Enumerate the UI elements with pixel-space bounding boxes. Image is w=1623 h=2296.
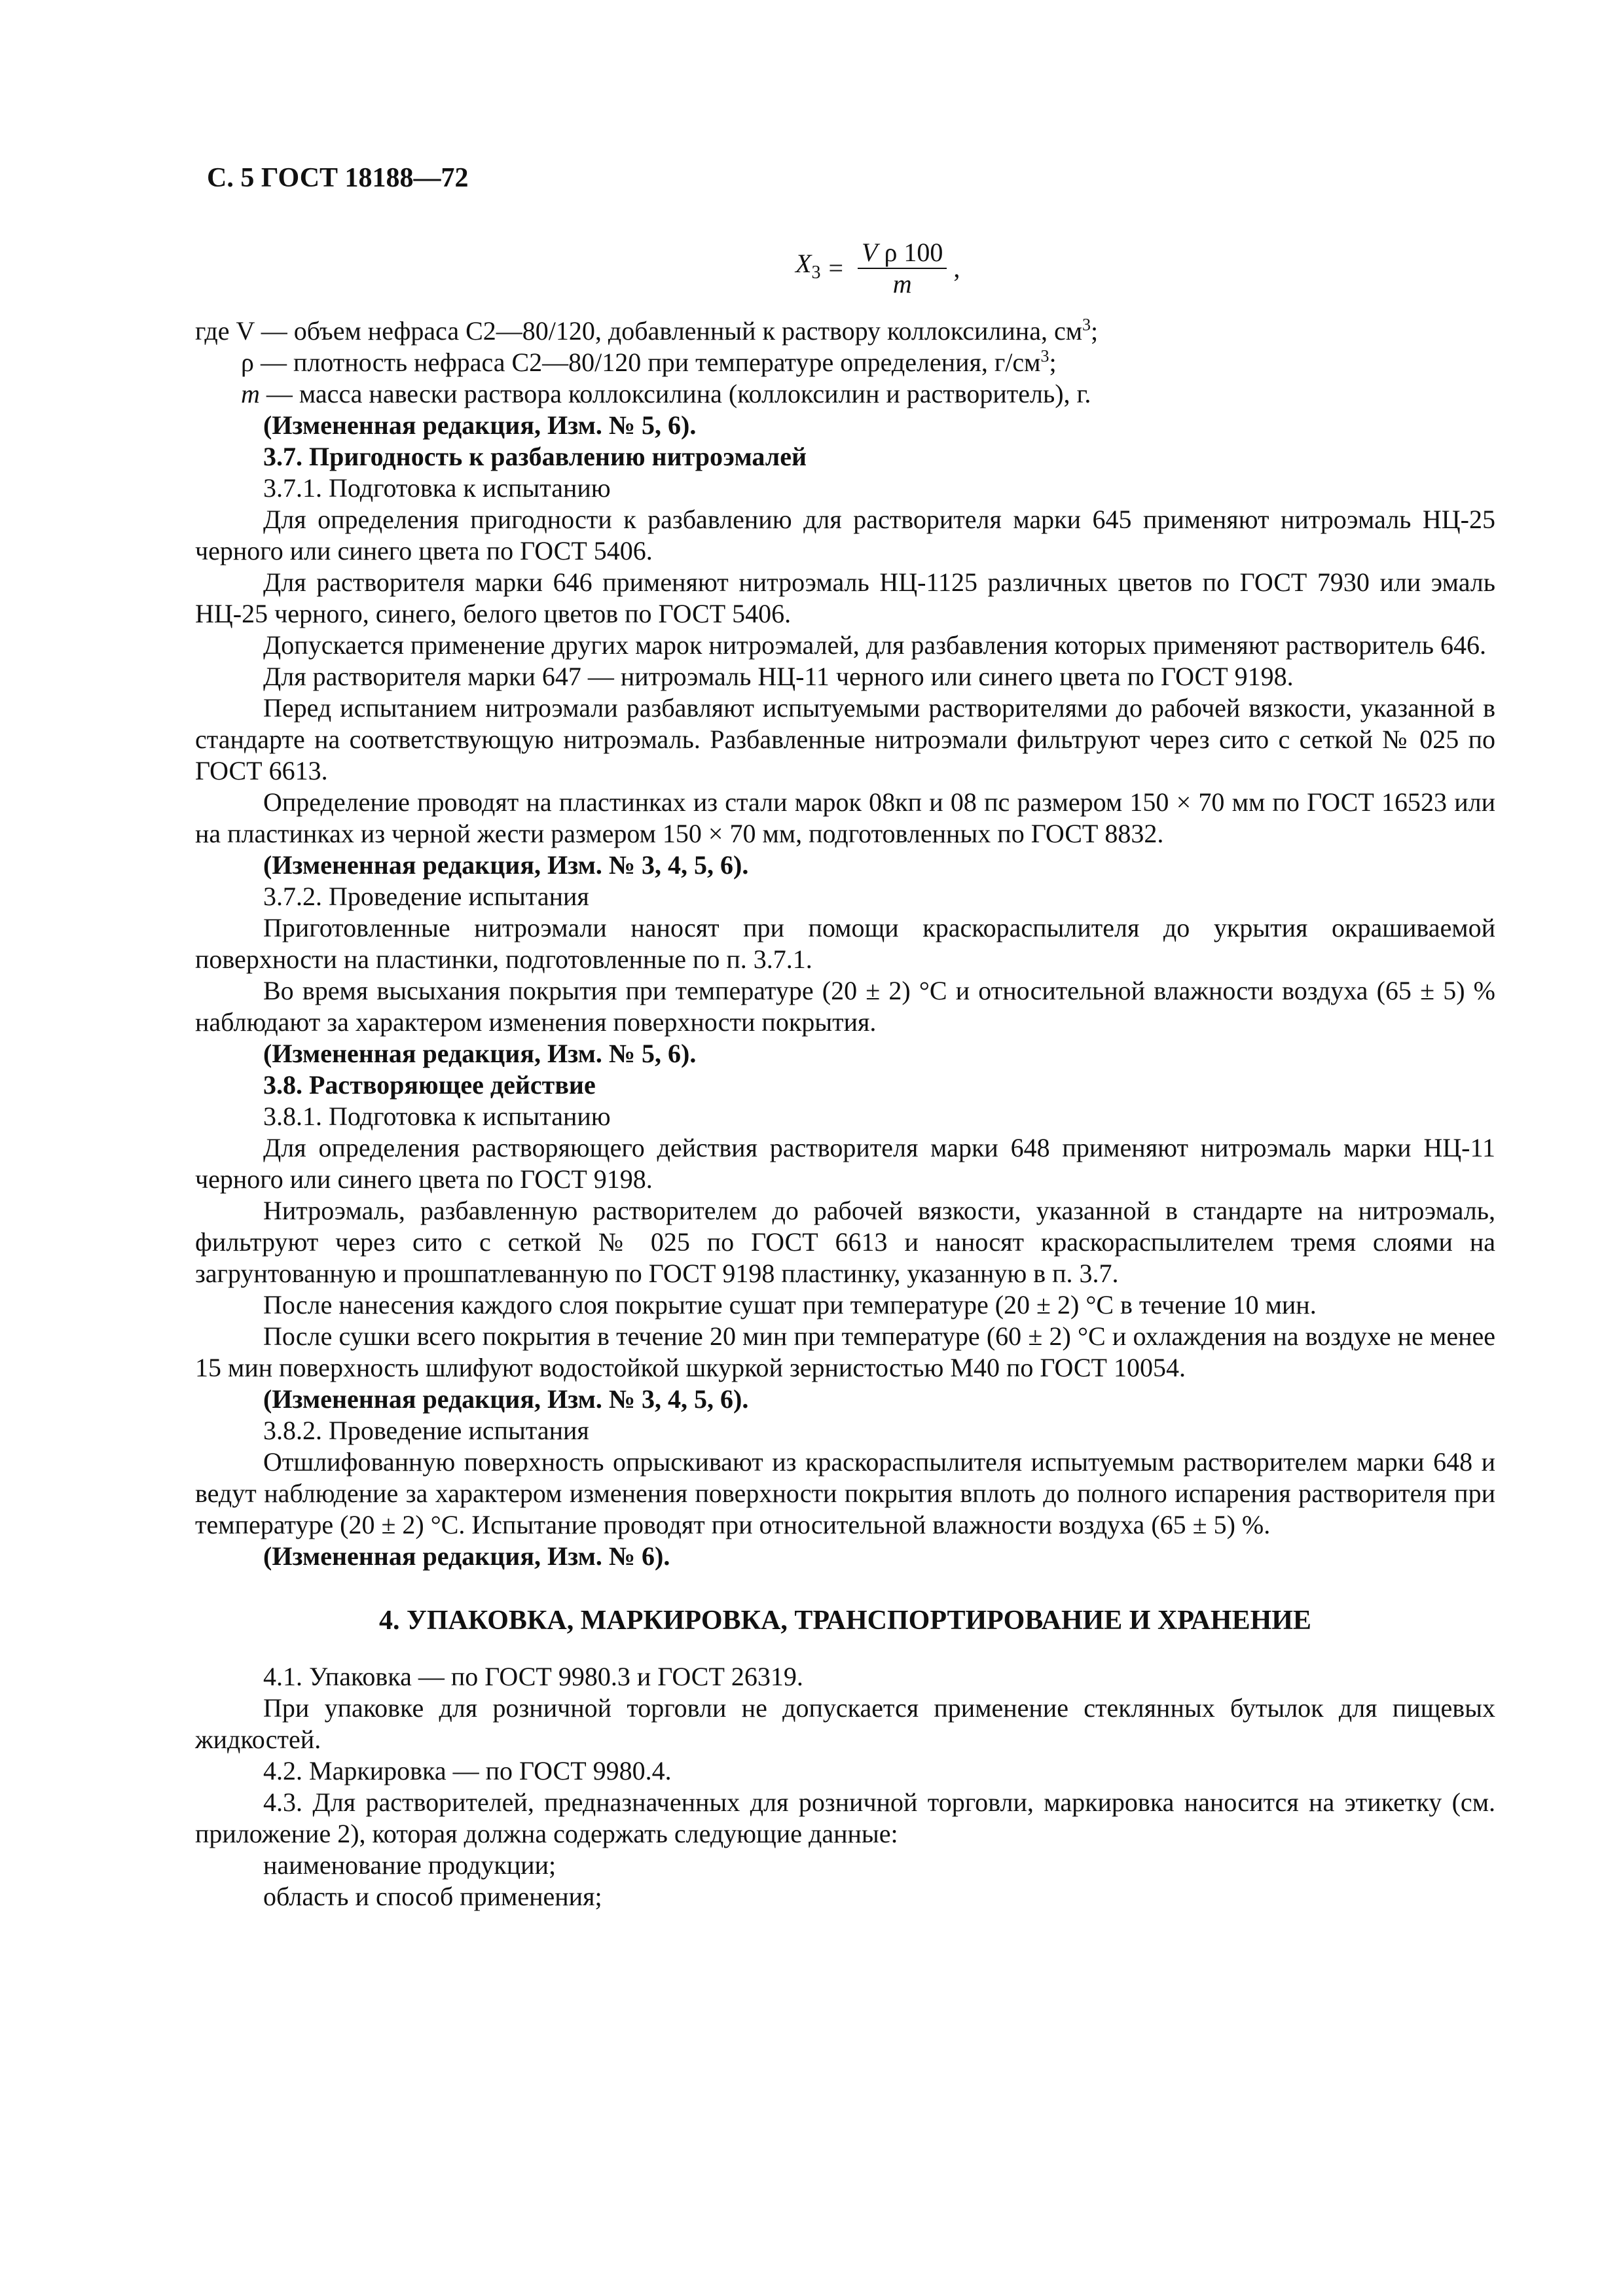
paragraph: Отшлифованную поверхность опрыскивают из краскораспылителя испытуемым растворителем марки 648 и ведут наблюдение за характером изменения поверхности покрытия вплоть до полного испарения растворителя при температуре (20 ± 2) °С. Испытание проводят при относительной влажности воздуха (65 ± 5) %. bbox=[195, 1447, 1495, 1539]
paragraph: После сушки всего покрытия в течение 20 мин при температуре (60 ± 2) °С и охлаждения на воздухе не менее 15 мин поверхность шлифуют водостойкой шкуркой зернистостью М40 по ГОСТ 10054. bbox=[195, 1321, 1495, 1382]
amendment-note: (Измененная редакция, Изм. № 3, 4, 5, 6). bbox=[263, 1384, 749, 1414]
formula-equals: = bbox=[828, 253, 843, 283]
subclause-heading: 3.7.1. Подготовка к испытанию bbox=[263, 473, 611, 503]
paragraph: Определение проводят на пластинках из стали марок 08кп и 08 пс размером 150 × 70 мм по ГОСТ 16523 или на пластинках из черной жести размером 150 × 70 мм, подготовленных по ГОСТ 8832. bbox=[195, 787, 1495, 848]
amendment-note: (Измененная редакция, Изм. № 5, 6). bbox=[263, 1039, 697, 1068]
paragraph: 4.2. Маркировка — по ГОСТ 9980.4. bbox=[263, 1756, 672, 1785]
formula-tail: , bbox=[953, 253, 960, 283]
paragraph: При упаковке для розничной торговли не допускается применение стеклянных бутылок для пищевых жидкостей. bbox=[195, 1693, 1495, 1754]
formula-fraction bbox=[858, 238, 947, 299]
formula-x3 bbox=[795, 236, 960, 301]
paragraph: Для растворителя марки 647 — нитроэмаль НЦ-11 черного или синего цвета по ГОСТ 9198. bbox=[263, 662, 1294, 691]
amendment-note: (Измененная редакция, Изм. № 6). bbox=[263, 1541, 670, 1571]
definition-rho: ρ — плотность нефраса С2—80/120 при температуре определения, $г/см^3$; bbox=[241, 346, 1057, 377]
paragraph: Для определения пригодности к разбавлению для растворителя марки 645 применяют нитроэмаль НЦ-25 черного или синего цвета по ГОСТ 5406. bbox=[195, 505, 1495, 565]
section-4-title: 4. УПАКОВКА, МАРКИРОВКА, ТРАНСПОРТИРОВАНИЕ И ХРАНЕНИЕ bbox=[379, 1605, 1311, 1636]
paragraph: Приготовленные нитроэмали наносят при помощи краскораспылителя до укрытия окрашиваемой поверхности на пластинки, подготовленные по п. 3.7.1. bbox=[195, 913, 1495, 974]
formula-lhs: $X_3$ bbox=[795, 249, 821, 283]
paragraph: Для растворителя марки 646 применяют нитроэмаль НЦ-1125 различных цветов по ГОСТ 7930 или эмаль НЦ-25 черного, синего, белого цветов по ГОСТ 5406. bbox=[195, 567, 1495, 628]
paragraph: Для определения растворяющего действия растворителя марки 648 применяют нитроэмаль марки НЦ-11 черного или синего цвета по ГОСТ 9198. bbox=[195, 1133, 1495, 1194]
paragraph: 4.3. Для растворителей, предназначенных для розничной торговли, маркировка наносится на этикетку (см. приложение 2), которая должна содержать следующие данные: bbox=[195, 1787, 1495, 1848]
page-header: С. 5 ГОСТ 18188—72 bbox=[207, 163, 469, 193]
formula-numerator: V ρ 100 bbox=[858, 238, 947, 269]
amendment-note: (Измененная редакция, Изм. № 3, 4, 5, 6). bbox=[263, 850, 749, 880]
paragraph: Во время высыхания покрытия при температуре (20 ± 2) °С и относительной влажности воздуха (65 ± 5) % наблюдают за характером изменения поверхности покрытия. bbox=[195, 976, 1495, 1037]
subclause-heading: 3.8.2. Проведение испытания bbox=[263, 1416, 589, 1445]
clause-heading: 3.8. Растворяющее действие bbox=[263, 1070, 596, 1100]
amendment-note: (Измененная редакция, Изм. № 5, 6). bbox=[263, 410, 697, 440]
paragraph: Нитроэмаль, разбавленную растворителем до рабочей вязкости, указанной в стандарте на нитроэмаль, фильтруют через сито с сеткой № 025 по ГОСТ 6613 и наносят краскораспылителем тремя слоями на загрунтованную и прошпатлеванную по ГОСТ 9198 пластинку, указанную в п. 3.7. bbox=[195, 1196, 1495, 1288]
paragraph: Допускается применение других марок нитроэмалей, для разбавления которых применяют растворитель 646. bbox=[263, 630, 1487, 660]
clause-heading: 3.7. Пригодность к разбавлению нитроэмалей bbox=[263, 442, 807, 471]
list-item: наименование продукции; bbox=[263, 1850, 556, 1880]
subclause-heading: 3.8.1. Подготовка к испытанию bbox=[263, 1102, 611, 1131]
formula-denominator: m bbox=[892, 269, 912, 298]
paragraph: 4.1. Упаковка — по ГОСТ 9980.3 и ГОСТ 26319. bbox=[263, 1662, 803, 1691]
subclause-heading: 3.7.2. Проведение испытания bbox=[263, 882, 589, 911]
paragraph: После нанесения каждого слоя покрытие сушат при температуре (20 ± 2) °С в течение 10 мин. bbox=[263, 1290, 1317, 1319]
list-item: область и способ применения; bbox=[263, 1882, 602, 1911]
paragraph: Перед испытанием нитроэмали разбавляют испытуемыми растворителями до рабочей вязкости, указанной в стандарте на соответствующую нитроэмаль. Разбавленные нитроэмали фильтруют через сито с сеткой № 025 по ГОСТ 6613. bbox=[195, 693, 1495, 785]
definition-m: m — масса навески раствора коллоксилина (коллоксилин и растворитель), г. bbox=[241, 379, 1091, 408]
definition-v: где V — объем нефраса С2—80/120, добавленный к раствору коллоксилина, $см^3$; bbox=[195, 315, 1099, 346]
document-body bbox=[195, 315, 1495, 1912]
